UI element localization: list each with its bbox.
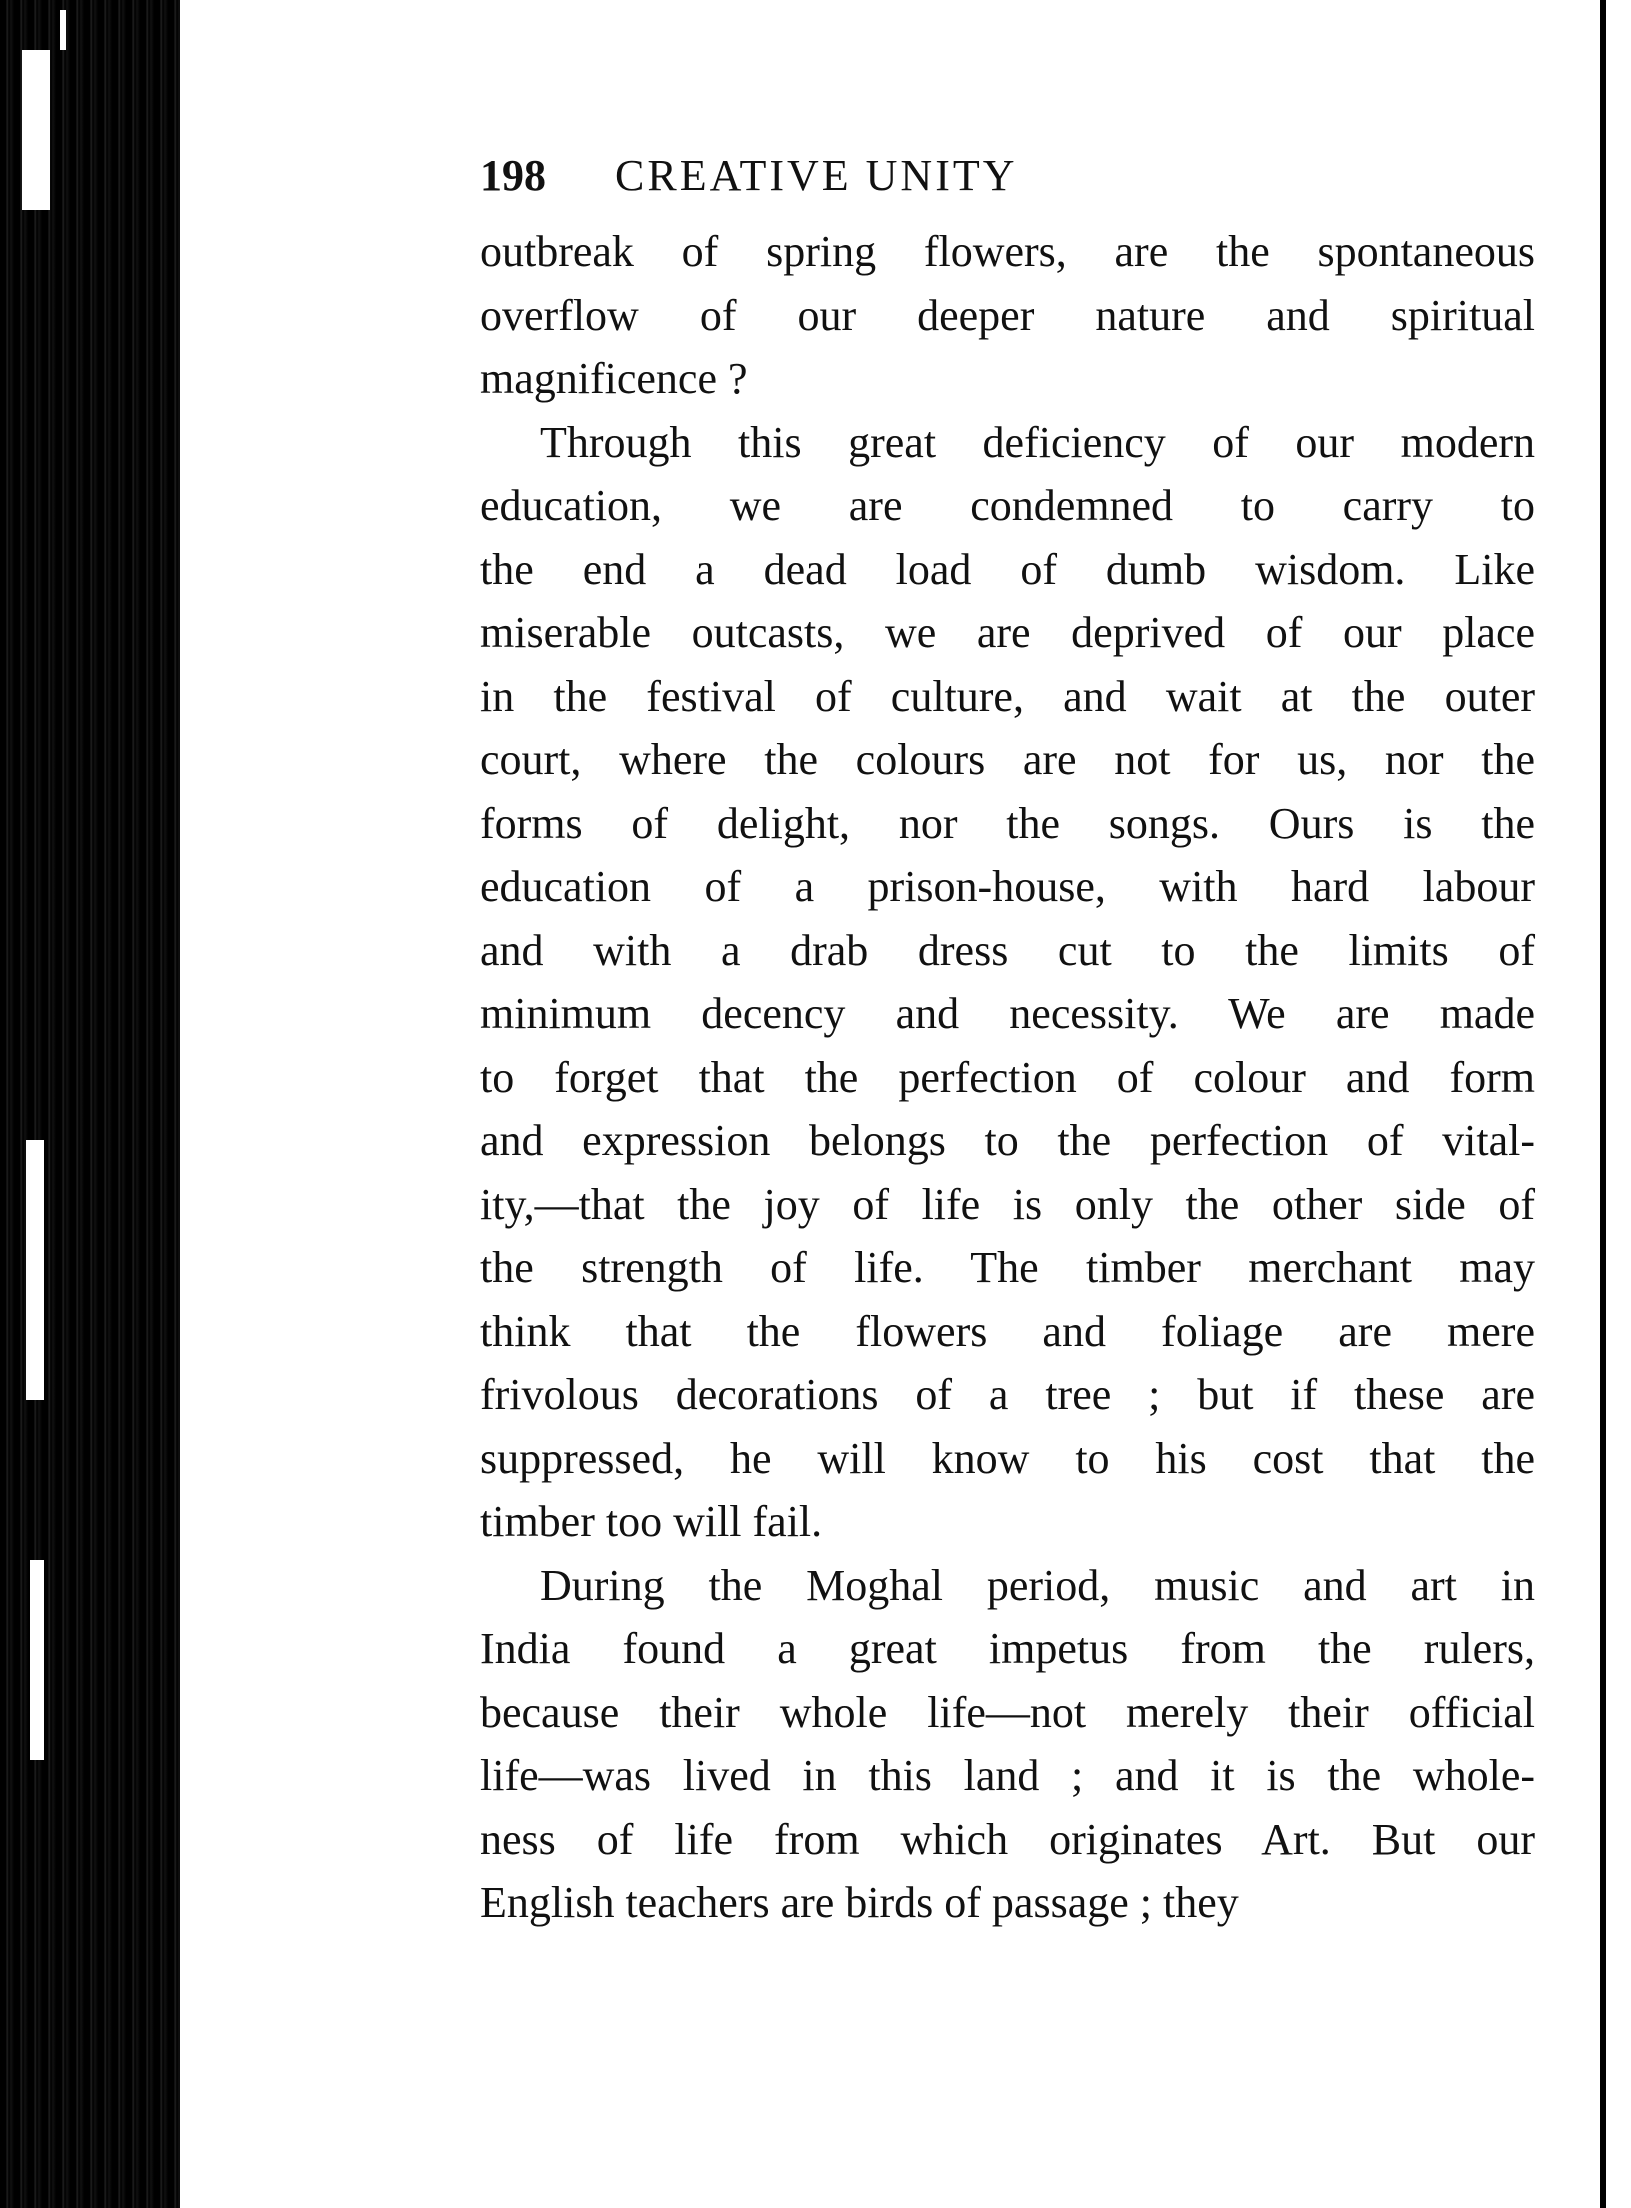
binding-highlight	[60, 10, 66, 50]
text-line: outbreak of spring flowers, are the spontaneous	[480, 227, 1535, 276]
text-line: suppressed, he will know to his cost that the	[480, 1433, 1535, 1483]
text-line: the strength of life. The timber merchant may	[480, 1243, 1535, 1292]
body-text	[480, 220, 1535, 1935]
page-edge-shadow	[1600, 0, 1606, 2208]
page-header	[480, 150, 1535, 220]
book-page	[480, 150, 1535, 1935]
text-line: magnificence ?	[480, 354, 748, 403]
text-line: forms of delight, nor the songs. Ours is the	[480, 798, 1535, 848]
text-line: India found a great impetus from the rulers,	[480, 1624, 1535, 1673]
text-line: English teachers are birds of passage ; they	[480, 1878, 1239, 1927]
text-line: and with a drab dress cut to the limits of	[480, 925, 1535, 975]
paragraph	[480, 1554, 1535, 1935]
text-line: overflow of our deeper nature and spiritual	[480, 290, 1535, 340]
text-line: ness of life from which originates Art. But our	[480, 1814, 1535, 1864]
text-line: and expression belongs to the perfection of vital-	[480, 1116, 1535, 1165]
text-line: education, we are condemned to carry to	[480, 481, 1535, 530]
paragraph	[480, 220, 1535, 411]
text-line: court, where the colours are not for us, nor the	[480, 735, 1535, 784]
text-line: miserable outcasts, we are deprived of our place	[480, 608, 1535, 657]
binding-highlight	[26, 1140, 44, 1400]
page-number: 198	[480, 151, 546, 200]
text-line: because their whole life—not merely their official	[480, 1687, 1535, 1737]
text-line: education of a prison-house, with hard labour	[480, 862, 1535, 911]
text-line: in the festival of culture, and wait at the outer	[480, 671, 1535, 721]
binding-highlight	[22, 50, 50, 210]
paragraph	[480, 411, 1535, 1554]
text-line: think that the flowers and foliage are mere	[480, 1306, 1535, 1356]
binding-highlight	[30, 1560, 44, 1760]
text-line: ity,—that the joy of life is only the other side of	[480, 1179, 1535, 1229]
text-line: During the Moghal period, music and art in	[540, 1560, 1535, 1610]
text-line: to forget that the perfection of colour and form	[480, 1052, 1535, 1102]
text-line: minimum decency and necessity. We are made	[480, 989, 1535, 1038]
book-binding-shadow	[0, 0, 180, 2208]
text-line: Through this great deficiency of our modern	[540, 417, 1535, 467]
text-line: life—was lived in this land ; and it is the whole-	[480, 1751, 1535, 1800]
text-line: timber too will fail.	[480, 1497, 823, 1546]
text-line: frivolous decorations of a tree ; but if these are	[480, 1370, 1535, 1419]
text-line: the end a dead load of dumb wisdom. Like	[480, 544, 1535, 594]
running-title: CREATIVE UNITY	[615, 151, 1018, 200]
